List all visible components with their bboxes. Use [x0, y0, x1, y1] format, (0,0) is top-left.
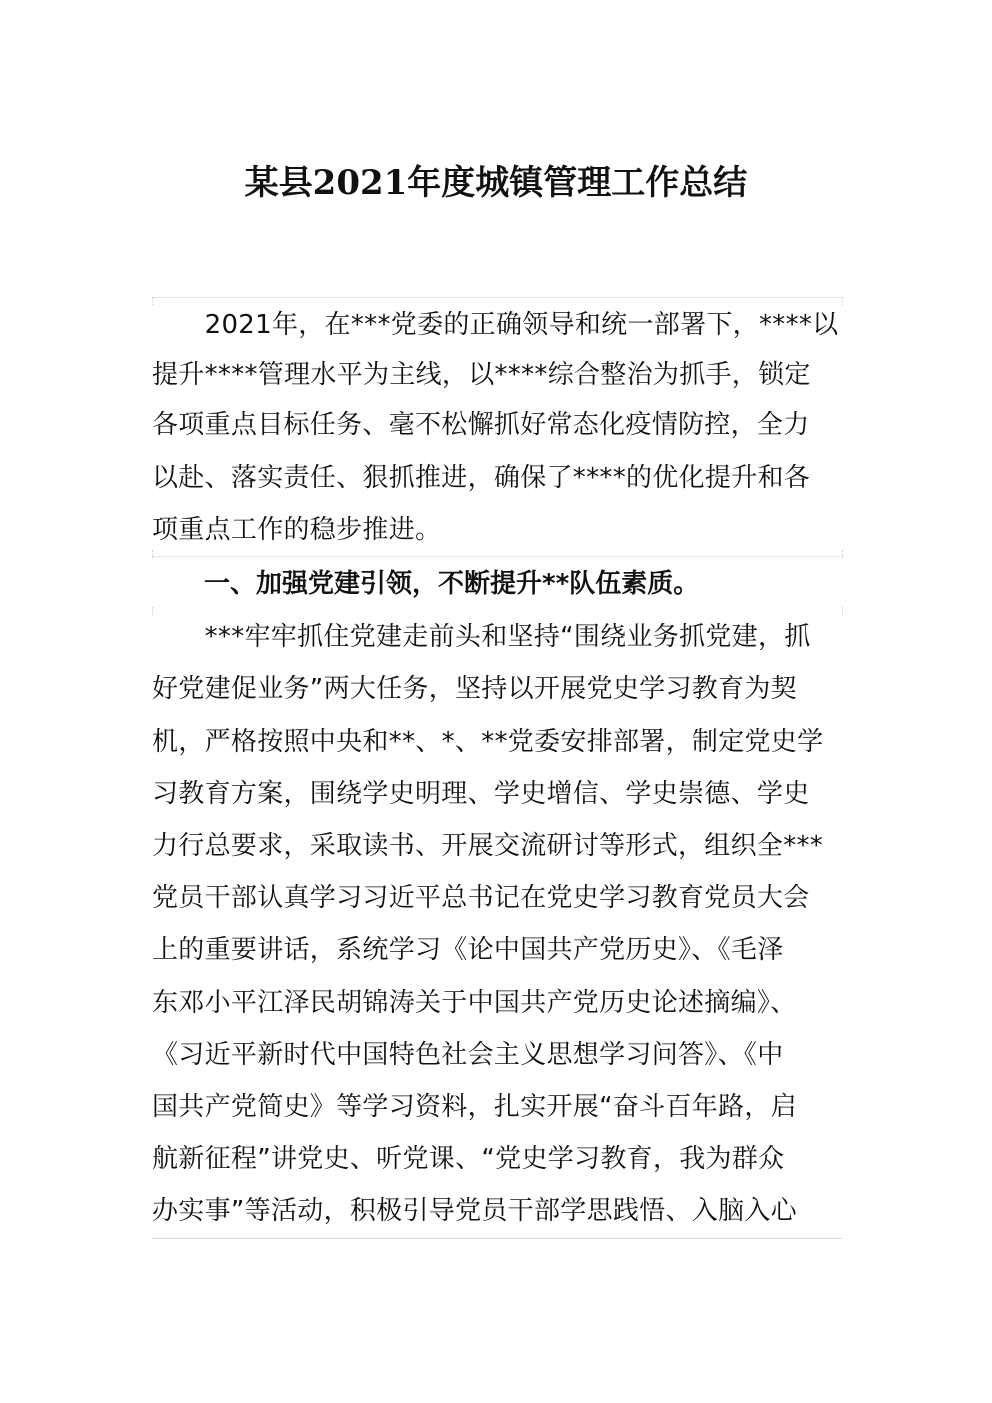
section-line: 力行总要求，采取读书、开展交流研讨等形式，组织全*** [152, 831, 824, 861]
section-line: 党员干部认真学习习近平总书记在党史学习教育党员大会 [152, 883, 810, 913]
intro-line: 提升****管理水平为主线，以****综合整治为抓手，锁定 [152, 360, 811, 390]
intro-bottom-left-tick [152, 550, 153, 558]
intro-line: 各项重点目标任务、毫不松懈抓好常态化疫情防控，全力 [152, 410, 810, 440]
intro-line: 以赴、落实责任、狠抓推进，确保了****的优化提升和各 [152, 463, 811, 493]
intro-bottom-rule [152, 556, 842, 557]
section-line: 机，严格按照中央和**、*、**党委安排部署，制定党史学 [152, 727, 824, 757]
intro-top-right-tick [842, 297, 843, 305]
section-line: 习教育方案，围绕学史明理、学史增信、学史崇德、学史 [152, 779, 810, 809]
section-line: 《习近平新时代中国特色社会主义思想学习问答》、《中 [152, 1040, 784, 1070]
intro-top-rule [152, 297, 842, 298]
section-line: 好党建促业务”两大任务，坚持以开展党史学习教育为契 [152, 674, 797, 704]
section-line: 国共产党简史》等学习资料，扎实开展“奋斗百年路，启 [152, 1092, 797, 1122]
section-heading: 一、加强党建引领，不断提升**队伍素质。 [152, 569, 700, 599]
page-bottom-rule [152, 1238, 842, 1239]
section-line: 上的重要讲话，系统学习《论中国共产党历史》、《毛泽 [152, 935, 784, 965]
section-line: ***牢牢抓住党建走前头和坚持“围绕业务抓党建，抓 [152, 622, 811, 652]
document-title: 某县2021年度城镇管理工作总结 [244, 163, 748, 203]
section-line: 东邓小平江泽民胡锦涛关于中国共产党历史论述摘编》、 [152, 988, 797, 1018]
section-right-tick [842, 607, 843, 615]
section-line: 航新征程”讲党史、听党课、“党史学习教育，我为群众 [152, 1144, 785, 1174]
intro-bottom-right-tick [842, 550, 843, 558]
intro-line: 2021年，在***党委的正确领导和统一部署下，****以 [152, 310, 839, 340]
section-line: 办实事”等活动，积极引导党员干部学思践悟、入脑入心 [152, 1196, 797, 1226]
intro-line: 项重点工作的稳步推进。 [152, 515, 442, 545]
